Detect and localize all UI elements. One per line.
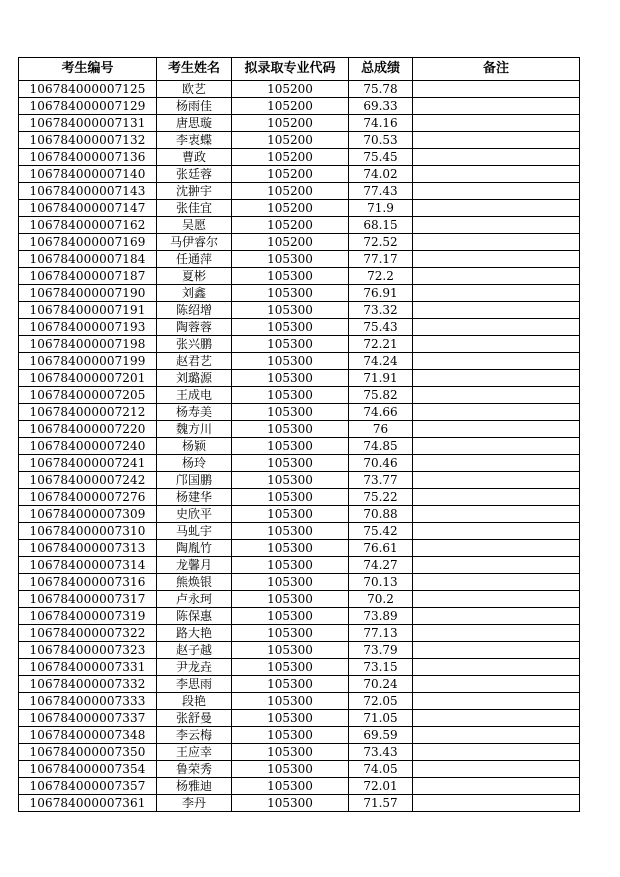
candidate-name-cell: 杨雨佳 <box>157 98 232 115</box>
candidate-name-cell: 张兴鹏 <box>157 336 232 353</box>
table-row <box>19 523 580 540</box>
candidate-id-cell: 106784000007129 <box>19 98 157 115</box>
remarks-cell <box>413 540 580 557</box>
major-code-cell: 105300 <box>232 370 349 387</box>
table-row <box>19 268 580 285</box>
major-code-cell: 105200 <box>232 234 349 251</box>
remarks-cell <box>413 251 580 268</box>
remarks-cell <box>413 642 580 659</box>
candidate-name-cell: 李丹 <box>157 795 232 812</box>
major-code-cell: 105200 <box>232 132 349 149</box>
candidate-id-cell: 106784000007125 <box>19 81 157 98</box>
remarks-cell <box>413 268 580 285</box>
table-row <box>19 778 580 795</box>
remarks-cell <box>413 285 580 302</box>
candidate-name-cell: 李思雨 <box>157 676 232 693</box>
major-code-cell: 105300 <box>232 540 349 557</box>
table-row <box>19 132 580 149</box>
total-score-cell: 70.46 <box>349 455 413 472</box>
total-score-cell: 77.13 <box>349 625 413 642</box>
table-row <box>19 336 580 353</box>
candidate-name-cell: 夏彬 <box>157 268 232 285</box>
candidate-id-cell: 106784000007240 <box>19 438 157 455</box>
table-row <box>19 659 580 676</box>
candidate-id-cell: 106784000007147 <box>19 200 157 217</box>
candidate-id-cell: 106784000007140 <box>19 166 157 183</box>
remarks-cell <box>413 744 580 761</box>
candidate-name-cell: 李衷蝶 <box>157 132 232 149</box>
header-row <box>19 58 580 81</box>
remarks-cell <box>413 727 580 744</box>
total-score-cell: 73.89 <box>349 608 413 625</box>
remarks-cell <box>413 676 580 693</box>
candidate-name-cell: 沈翀宇 <box>157 183 232 200</box>
total-score-cell: 74.02 <box>349 166 413 183</box>
candidate-name-cell: 陶蓉蓉 <box>157 319 232 336</box>
candidate-id-cell: 106784000007187 <box>19 268 157 285</box>
major-code-cell: 105300 <box>232 387 349 404</box>
table-row <box>19 506 580 523</box>
major-code-cell: 105200 <box>232 200 349 217</box>
major-code-cell: 105300 <box>232 421 349 438</box>
major-code-cell: 105300 <box>232 557 349 574</box>
table-row <box>19 676 580 693</box>
candidate-name-cell: 刘鑫 <box>157 285 232 302</box>
candidate-name-cell: 邝国鹏 <box>157 472 232 489</box>
candidate-id-cell: 106784000007314 <box>19 557 157 574</box>
candidate-name-cell: 杨建华 <box>157 489 232 506</box>
table-row <box>19 795 580 812</box>
major-code-cell: 105300 <box>232 574 349 591</box>
major-code-cell: 105300 <box>232 251 349 268</box>
candidate-name-cell: 吴愿 <box>157 217 232 234</box>
total-score-cell: 75.78 <box>349 81 413 98</box>
candidate-name-cell: 刘璐源 <box>157 370 232 387</box>
table-row <box>19 642 580 659</box>
total-score-cell: 73.43 <box>349 744 413 761</box>
candidate-id-cell: 106784000007184 <box>19 251 157 268</box>
candidate-name-cell: 任通萍 <box>157 251 232 268</box>
candidate-id-cell: 106784000007357 <box>19 778 157 795</box>
admission-table <box>18 57 580 812</box>
major-code-cell: 105300 <box>232 523 349 540</box>
major-code-cell: 105200 <box>232 115 349 132</box>
header-remarks: 备注 <box>413 58 580 81</box>
major-code-cell: 105200 <box>232 183 349 200</box>
table-row <box>19 183 580 200</box>
candidate-id-cell: 106784000007276 <box>19 489 157 506</box>
table-row <box>19 608 580 625</box>
candidate-id-cell: 106784000007309 <box>19 506 157 523</box>
header-candidate-name: 考生姓名 <box>157 58 232 81</box>
table-row <box>19 217 580 234</box>
major-code-cell: 105200 <box>232 81 349 98</box>
table-row <box>19 387 580 404</box>
candidate-id-cell: 106784000007332 <box>19 676 157 693</box>
candidate-name-cell: 鲁荣秀 <box>157 761 232 778</box>
total-score-cell: 70.13 <box>349 574 413 591</box>
candidate-name-cell: 杨颖 <box>157 438 232 455</box>
remarks-cell <box>413 489 580 506</box>
major-code-cell: 105300 <box>232 336 349 353</box>
remarks-cell <box>413 183 580 200</box>
remarks-cell <box>413 591 580 608</box>
table-row <box>19 81 580 98</box>
candidate-id-cell: 106784000007348 <box>19 727 157 744</box>
total-score-cell: 76 <box>349 421 413 438</box>
major-code-cell: 105300 <box>232 404 349 421</box>
table-row <box>19 302 580 319</box>
total-score-cell: 72.05 <box>349 693 413 710</box>
table-row <box>19 744 580 761</box>
total-score-cell: 70.2 <box>349 591 413 608</box>
candidate-id-cell: 106784000007198 <box>19 336 157 353</box>
remarks-cell <box>413 438 580 455</box>
major-code-cell: 105300 <box>232 438 349 455</box>
table-row <box>19 149 580 166</box>
total-score-cell: 73.32 <box>349 302 413 319</box>
candidate-name-cell: 张佳宜 <box>157 200 232 217</box>
major-code-cell: 105300 <box>232 302 349 319</box>
candidate-id-cell: 106784000007331 <box>19 659 157 676</box>
candidate-name-cell: 尹龙垚 <box>157 659 232 676</box>
remarks-cell <box>413 608 580 625</box>
candidate-id-cell: 106784000007322 <box>19 625 157 642</box>
total-score-cell: 75.43 <box>349 319 413 336</box>
major-code-cell: 105300 <box>232 727 349 744</box>
table-row <box>19 421 580 438</box>
major-code-cell: 105300 <box>232 659 349 676</box>
remarks-cell <box>413 336 580 353</box>
total-score-cell: 74.66 <box>349 404 413 421</box>
table-row <box>19 455 580 472</box>
remarks-cell <box>413 625 580 642</box>
total-score-cell: 73.79 <box>349 642 413 659</box>
candidate-name-cell: 张舒曼 <box>157 710 232 727</box>
total-score-cell: 74.24 <box>349 353 413 370</box>
major-code-cell: 105300 <box>232 455 349 472</box>
remarks-cell <box>413 472 580 489</box>
remarks-cell <box>413 795 580 812</box>
total-score-cell: 76.91 <box>349 285 413 302</box>
remarks-cell <box>413 132 580 149</box>
table-row <box>19 557 580 574</box>
major-code-cell: 105300 <box>232 472 349 489</box>
total-score-cell: 73.77 <box>349 472 413 489</box>
candidate-name-cell: 杨玲 <box>157 455 232 472</box>
candidate-name-cell: 张廷蓉 <box>157 166 232 183</box>
table-row <box>19 761 580 778</box>
total-score-cell: 71.05 <box>349 710 413 727</box>
major-code-cell: 105300 <box>232 489 349 506</box>
remarks-cell <box>413 421 580 438</box>
candidate-id-cell: 106784000007361 <box>19 795 157 812</box>
total-score-cell: 72.01 <box>349 778 413 795</box>
candidate-id-cell: 106784000007131 <box>19 115 157 132</box>
candidate-id-cell: 106784000007310 <box>19 523 157 540</box>
candidate-id-cell: 106784000007354 <box>19 761 157 778</box>
candidate-id-cell: 106784000007317 <box>19 591 157 608</box>
remarks-cell <box>413 370 580 387</box>
candidate-name-cell: 李云梅 <box>157 727 232 744</box>
candidate-id-cell: 106784000007313 <box>19 540 157 557</box>
candidate-id-cell: 106784000007337 <box>19 710 157 727</box>
candidate-id-cell: 106784000007190 <box>19 285 157 302</box>
remarks-cell <box>413 387 580 404</box>
remarks-cell <box>413 455 580 472</box>
candidate-id-cell: 106784000007333 <box>19 693 157 710</box>
total-score-cell: 74.85 <box>349 438 413 455</box>
table-row <box>19 200 580 217</box>
table-row <box>19 234 580 251</box>
candidate-id-cell: 106784000007143 <box>19 183 157 200</box>
candidate-name-cell: 王应幸 <box>157 744 232 761</box>
header-candidate-id: 考生编号 <box>19 58 157 81</box>
candidate-id-cell: 106784000007191 <box>19 302 157 319</box>
candidate-name-cell: 熊焕银 <box>157 574 232 591</box>
candidate-id-cell: 106784000007241 <box>19 455 157 472</box>
header-total-score: 总成绩 <box>349 58 413 81</box>
total-score-cell: 70.24 <box>349 676 413 693</box>
table-row <box>19 489 580 506</box>
remarks-cell <box>413 81 580 98</box>
candidate-name-cell: 赵子越 <box>157 642 232 659</box>
remarks-cell <box>413 778 580 795</box>
candidate-id-cell: 106784000007212 <box>19 404 157 421</box>
major-code-cell: 105300 <box>232 608 349 625</box>
candidate-name-cell: 欧艺 <box>157 81 232 98</box>
candidate-id-cell: 106784000007323 <box>19 642 157 659</box>
major-code-cell: 105300 <box>232 778 349 795</box>
major-code-cell: 105300 <box>232 795 349 812</box>
total-score-cell: 68.15 <box>349 217 413 234</box>
major-code-cell: 105300 <box>232 625 349 642</box>
total-score-cell: 74.16 <box>349 115 413 132</box>
remarks-cell <box>413 710 580 727</box>
major-code-cell: 105300 <box>232 591 349 608</box>
candidate-id-cell: 106784000007201 <box>19 370 157 387</box>
candidate-name-cell: 龙馨月 <box>157 557 232 574</box>
total-score-cell: 70.88 <box>349 506 413 523</box>
table-row <box>19 540 580 557</box>
candidate-name-cell: 杨雅迪 <box>157 778 232 795</box>
remarks-cell <box>413 234 580 251</box>
candidate-name-cell: 曹政 <box>157 149 232 166</box>
remarks-cell <box>413 404 580 421</box>
remarks-cell <box>413 506 580 523</box>
major-code-cell: 105200 <box>232 217 349 234</box>
candidate-id-cell: 106784000007350 <box>19 744 157 761</box>
header-major-code: 拟录取专业代码 <box>232 58 349 81</box>
remarks-cell <box>413 166 580 183</box>
candidate-name-cell: 唐思璇 <box>157 115 232 132</box>
candidate-name-cell: 卢永珂 <box>157 591 232 608</box>
candidate-name-cell: 陈绍增 <box>157 302 232 319</box>
candidate-id-cell: 106784000007162 <box>19 217 157 234</box>
candidate-name-cell: 魏方川 <box>157 421 232 438</box>
table-row <box>19 98 580 115</box>
table-row <box>19 472 580 489</box>
remarks-cell <box>413 693 580 710</box>
major-code-cell: 105300 <box>232 285 349 302</box>
remarks-cell <box>413 353 580 370</box>
table-row <box>19 370 580 387</box>
major-code-cell: 105200 <box>232 98 349 115</box>
table-row <box>19 166 580 183</box>
candidate-id-cell: 106784000007132 <box>19 132 157 149</box>
remarks-cell <box>413 217 580 234</box>
table-row <box>19 353 580 370</box>
total-score-cell: 75.22 <box>349 489 413 506</box>
major-code-cell: 105300 <box>232 506 349 523</box>
candidate-name-cell: 陈保惠 <box>157 608 232 625</box>
remarks-cell <box>413 98 580 115</box>
remarks-cell <box>413 574 580 591</box>
major-code-cell: 105300 <box>232 319 349 336</box>
table-row <box>19 710 580 727</box>
total-score-cell: 75.45 <box>349 149 413 166</box>
remarks-cell <box>413 149 580 166</box>
candidate-name-cell: 王成电 <box>157 387 232 404</box>
major-code-cell: 105300 <box>232 268 349 285</box>
remarks-cell <box>413 761 580 778</box>
remarks-cell <box>413 319 580 336</box>
major-code-cell: 105300 <box>232 761 349 778</box>
major-code-cell: 105300 <box>232 693 349 710</box>
candidate-name-cell: 段艳 <box>157 693 232 710</box>
remarks-cell <box>413 659 580 676</box>
table-row <box>19 625 580 642</box>
candidate-name-cell: 杨寿美 <box>157 404 232 421</box>
major-code-cell: 105300 <box>232 642 349 659</box>
table-row <box>19 285 580 302</box>
total-score-cell: 76.61 <box>349 540 413 557</box>
major-code-cell: 105200 <box>232 149 349 166</box>
candidate-id-cell: 106784000007136 <box>19 149 157 166</box>
total-score-cell: 77.17 <box>349 251 413 268</box>
total-score-cell: 69.33 <box>349 98 413 115</box>
candidate-name-cell: 赵君艺 <box>157 353 232 370</box>
total-score-cell: 73.15 <box>349 659 413 676</box>
remarks-cell <box>413 115 580 132</box>
total-score-cell: 72.52 <box>349 234 413 251</box>
total-score-cell: 72.2 <box>349 268 413 285</box>
candidate-id-cell: 106784000007316 <box>19 574 157 591</box>
candidate-name-cell: 路大艳 <box>157 625 232 642</box>
major-code-cell: 105300 <box>232 744 349 761</box>
remarks-cell <box>413 200 580 217</box>
candidate-name-cell: 马虬宇 <box>157 523 232 540</box>
major-code-cell: 105300 <box>232 710 349 727</box>
candidate-id-cell: 106784000007193 <box>19 319 157 336</box>
total-score-cell: 69.59 <box>349 727 413 744</box>
total-score-cell: 74.27 <box>349 557 413 574</box>
candidate-id-cell: 106784000007242 <box>19 472 157 489</box>
major-code-cell: 105300 <box>232 353 349 370</box>
candidate-id-cell: 106784000007199 <box>19 353 157 370</box>
total-score-cell: 77.43 <box>349 183 413 200</box>
total-score-cell: 75.82 <box>349 387 413 404</box>
total-score-cell: 70.53 <box>349 132 413 149</box>
candidate-id-cell: 106784000007169 <box>19 234 157 251</box>
total-score-cell: 71.91 <box>349 370 413 387</box>
remarks-cell <box>413 302 580 319</box>
table-row <box>19 251 580 268</box>
candidate-name-cell: 史欣平 <box>157 506 232 523</box>
table-row <box>19 115 580 132</box>
candidate-name-cell: 陶胤竹 <box>157 540 232 557</box>
remarks-cell <box>413 557 580 574</box>
total-score-cell: 71.9 <box>349 200 413 217</box>
table-row <box>19 404 580 421</box>
major-code-cell: 105200 <box>232 166 349 183</box>
remarks-cell <box>413 523 580 540</box>
table-row <box>19 574 580 591</box>
total-score-cell: 72.21 <box>349 336 413 353</box>
candidate-name-cell: 马伊睿尔 <box>157 234 232 251</box>
table-row <box>19 438 580 455</box>
candidate-id-cell: 106784000007220 <box>19 421 157 438</box>
total-score-cell: 75.42 <box>349 523 413 540</box>
table-row <box>19 693 580 710</box>
table-row <box>19 591 580 608</box>
total-score-cell: 74.05 <box>349 761 413 778</box>
total-score-cell: 71.57 <box>349 795 413 812</box>
candidate-id-cell: 106784000007319 <box>19 608 157 625</box>
table-row <box>19 319 580 336</box>
candidate-id-cell: 106784000007205 <box>19 387 157 404</box>
table-row <box>19 727 580 744</box>
major-code-cell: 105300 <box>232 676 349 693</box>
